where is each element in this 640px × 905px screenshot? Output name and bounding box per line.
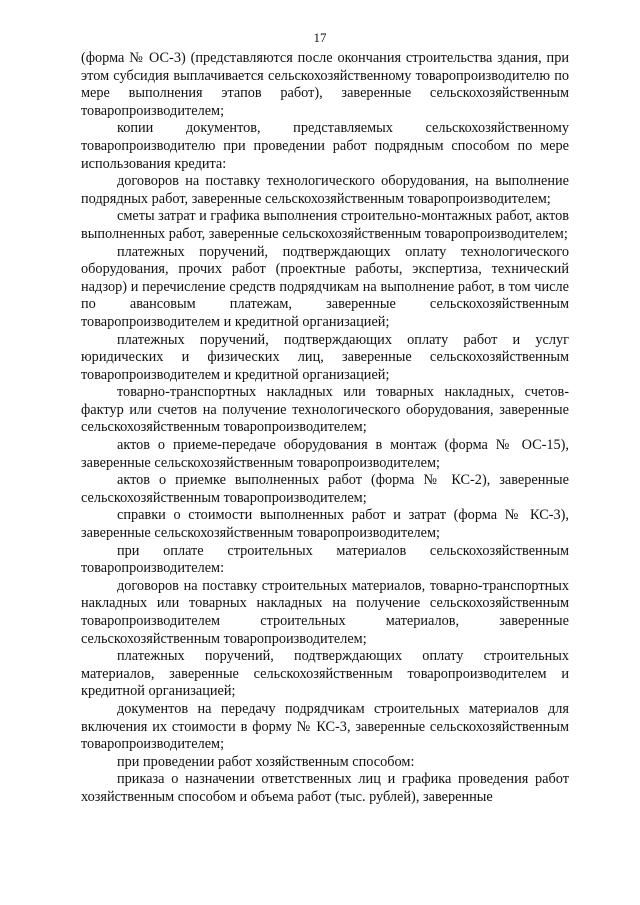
- paragraph: сметы затрат и графика выполнения строительно-монтажных работ, актов выполненных работ, заверенные сельскохозяйственным товаропроизводителем;: [81, 208, 569, 242]
- paragraph: документов на передачу подрядчикам строительных материалов для включения их стоимости в форму № КС-3, заверенные сельскохозяйственным товаропроизводителем;: [81, 700, 569, 753]
- paragraph: товарно-транспортных накладных или товарных накладных, счетов-фактур или счетов на получение технологического оборудования, заверенные сельскохозяйственным товаропроизводителем;: [81, 384, 569, 436]
- paragraph: приказа о назначении ответственных лиц и графика проведения работ хозяйственным способом и объема работ (тыс. рублей), заверенные: [81, 771, 569, 805]
- paragraph: при проведении работ хозяйственным способом:: [117, 753, 415, 770]
- paragraph: справки о стоимости выполненных работ и затрат (форма № КС-3), заверенные сельскохозяйственным товаропроизводителем;: [81, 507, 569, 542]
- paragraph: договоров на поставку строительных материалов, товарно-транспортных накладных или товарных накладных на получение сельскохозяйственным товаропроизводителем строительных материалов, заверенные сельскохозяйственным товаропроизводителем;: [81, 577, 569, 647]
- paragraph: платежных поручений, подтверждающих оплату строительных материалов, заверенные сельскохозяйственным товаропроизводителем и кредитной организацией;: [81, 648, 569, 700]
- paragraph: актов о приеме-передаче оборудования в монтаж (форма № ОС-15), заверенные сельскохозяйственным товаропроизводителем;: [81, 437, 569, 471]
- paragraph: платежных поручений, подтверждающих оплату работ и услуг юридических и физических лиц, заверенные сельскохозяйственным товаропроизводителем и кредитной организацией;: [81, 331, 569, 383]
- paragraph: (форма № ОС-3) (представляются после окончания строительства здания, при этом субсидия выплачивается сельскохозяйственному товаропроизводителю по мере выполнения этапов работ), заверенные сельскохозяйственным товаропроизводителем;: [81, 50, 569, 119]
- paragraph: платежных поручений, подтверждающих оплату технологического оборудования, прочих работ (проектные работы, экспертиза, технический надзор) и перечисление средств подрядчикам на выполнение работ, в том числе по авансовым платежам, заверенные сельскохозяйственным товаропроизводителем и кредитной организацией;: [81, 243, 569, 330]
- paragraph: договоров на поставку технологического оборудования, на выполнение подрядных работ, заверенные сельскохозяйственным товаропроизводителем;: [81, 173, 569, 207]
- document-body: [81, 50, 569, 807]
- paragraph: актов о приемке выполненных работ (форма № КС-2), заверенные сельскохозяйственным товаропроизводителем;: [81, 472, 569, 506]
- paragraph: копии документов, представляемых сельскохозяйственному товаропроизводителю при проведении работ подрядным способом по мере использования кредита:: [81, 120, 569, 172]
- page-number: 17: [313, 30, 327, 45]
- paragraph: при оплате строительных материалов сельскохозяйственным товаропроизводителем:: [81, 542, 569, 577]
